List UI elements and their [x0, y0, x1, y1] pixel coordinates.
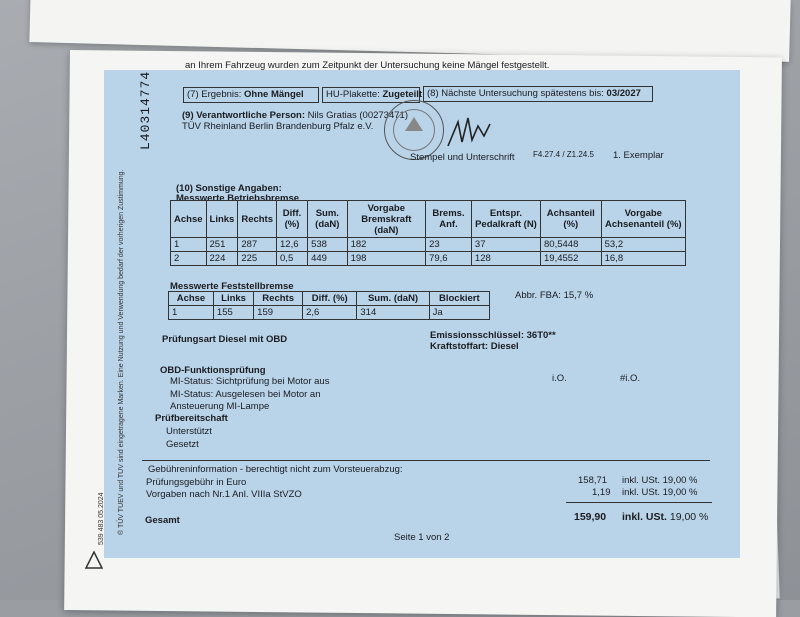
- mi-status-read-result: #i.O.: [620, 373, 641, 384]
- tuv-logo-icon: [82, 548, 106, 572]
- fee-inspection-value: 158,71: [578, 475, 608, 486]
- total-value: 159,90: [574, 511, 607, 523]
- table-cell: 53,2: [601, 238, 685, 252]
- divider-line: [142, 460, 710, 461]
- column-header: Entspr. Pedalkraft (N): [471, 201, 540, 238]
- readiness-set: Gesetzt: [166, 439, 199, 450]
- table-cell: 182: [347, 238, 426, 252]
- column-header: Achse: [171, 201, 207, 238]
- column-header: Links: [206, 201, 238, 238]
- column-header: Diff. (%): [303, 292, 357, 306]
- table-cell: 12,6: [277, 238, 308, 252]
- column-header: Blockiert: [429, 292, 489, 306]
- intro-text: an Ihrem Fahrzeug wurden zum Zeitpunkt der Untersuchung keine Mängel festgestellt.: [185, 60, 550, 71]
- stamp-signature-label: Stempel und Unterschrift: [410, 152, 515, 163]
- service-brake-title: Messwerte Betriebsbremse: [176, 193, 300, 204]
- table-row: [171, 238, 686, 252]
- readiness-title: Prüfbereitschaft: [155, 413, 228, 424]
- form-code-side: 539 483 05.2024: [98, 492, 105, 545]
- fuel-type: Kraftstoffart: Diesel: [430, 341, 519, 352]
- table-row: [171, 252, 686, 266]
- next-inspection-field: (8) Nächste Untersuchung spätestens bis: 03/2027: [427, 88, 641, 99]
- fee-inspection-label: Prüfungsgebühr in Euro: [146, 477, 247, 488]
- total-label: Gesamt: [145, 515, 180, 526]
- form-code: F4.27.4 / Z1.24.5: [533, 150, 594, 159]
- column-header: Rechts: [254, 292, 303, 306]
- table-header-row: [169, 292, 490, 306]
- table-cell: 80,5448: [541, 238, 602, 252]
- section-10-title: (10) Sonstige Angaben:: [176, 183, 282, 194]
- table-cell: 2,6: [303, 306, 357, 320]
- column-header: Links: [213, 292, 253, 306]
- sum-line: [566, 502, 712, 503]
- column-header: Achse: [169, 292, 214, 306]
- table-cell: 224: [206, 252, 238, 266]
- copy-label: 1. Exemplar: [613, 150, 664, 161]
- mi-lamp-control: Ansteuerung MI-Lampe: [170, 401, 270, 412]
- column-header: Sum. (daN): [308, 201, 348, 238]
- table-cell: 1: [169, 306, 214, 320]
- test-type: Prüfungsart Diesel mit OBD: [162, 334, 288, 345]
- parking-brake-table: [168, 291, 490, 320]
- signature: [444, 112, 494, 152]
- mi-status-read: MI-Status: Ausgelesen bei Motor an: [170, 389, 321, 400]
- fee-inspection-vat: inkl. USt. 19,00 %: [622, 475, 698, 486]
- table-cell: 314: [357, 306, 429, 320]
- column-header: Rechts: [238, 201, 277, 238]
- page-number: Seite 1 von 2: [394, 532, 450, 543]
- column-header: Vorgabe Bremskraft (daN): [347, 201, 426, 238]
- table-cell: 538: [308, 238, 348, 252]
- fee-requirement-label: Vorgaben nach Nr.1 Anl. VIIIa StVZO: [146, 489, 302, 500]
- table-cell: 19,4552: [541, 252, 602, 266]
- table-cell: 0,5: [277, 252, 308, 266]
- obd-title: OBD-Funktionsprüfung: [160, 365, 266, 376]
- column-header: Diff. (%): [277, 201, 308, 238]
- column-header: Achsanteil (%): [541, 201, 602, 238]
- table-cell: 79,6: [426, 252, 472, 266]
- table-cell: 16,8: [601, 252, 685, 266]
- trademark-note: ® TÜV TUEV und TUV sind eingetragene Marken. Eine Nutzung und Verwendung bedarf der vorherigen Zustimmung.: [118, 169, 125, 535]
- abbr-fba: Abbr. FBA: 15,7 %: [515, 290, 594, 301]
- column-header: Vorgabe Achsenanteil (%): [601, 201, 685, 238]
- table-cell: Ja: [429, 306, 489, 320]
- total-vat: inkl. USt. 19,00 %: [622, 511, 709, 523]
- table-cell: 128: [471, 252, 540, 266]
- responsible-person: (9) Verantwortliche Person: Nils Gratias (00273471): [182, 110, 408, 121]
- fee-info-title: Gebühreninformation - berechtigt nicht zum Vorsteuerabzug:: [148, 464, 403, 475]
- fee-requirement-vat: inkl. USt. 19,00 %: [622, 487, 698, 498]
- readiness-supported: Unterstützt: [166, 426, 212, 437]
- table-cell: 2: [171, 252, 207, 266]
- official-stamp: [384, 100, 444, 160]
- table-cell: 198: [347, 252, 426, 266]
- table-cell: 159: [254, 306, 303, 320]
- service-brake-table: [170, 200, 686, 266]
- table-header-row: [171, 201, 686, 238]
- table-cell: 155: [213, 306, 253, 320]
- table-cell: 23: [426, 238, 472, 252]
- table-cell: 1: [171, 238, 207, 252]
- fee-requirement-value: 1,19: [592, 487, 611, 498]
- serial-number: L40314774: [138, 70, 153, 150]
- plakette-field: HU-Plakette: Zugeteilt: [326, 89, 423, 100]
- table-cell: 251: [206, 238, 238, 252]
- table-cell: 287: [238, 238, 277, 252]
- emission-key: Emissionsschlüssel: 36T0**: [430, 330, 556, 341]
- parking-brake-title: Messwerte Feststellbremse: [170, 281, 294, 292]
- column-header: Brems. Anf.: [426, 201, 472, 238]
- table-cell: 449: [308, 252, 348, 266]
- mi-status-visual: MI-Status: Sichtprüfung bei Motor aus: [170, 376, 330, 387]
- stamp-triangle-icon: [405, 117, 423, 131]
- result-field: (7) Ergebnis: Ohne Mängel: [187, 89, 304, 100]
- table-cell: 225: [238, 252, 277, 266]
- column-header: Sum. (daN): [357, 292, 429, 306]
- table-cell: 37: [471, 238, 540, 252]
- table-row: [169, 306, 490, 320]
- mi-status-visual-result: i.O.: [552, 373, 567, 384]
- organization: TÜV Rheinland Berlin Brandenburg Pfalz e.V.: [182, 121, 374, 132]
